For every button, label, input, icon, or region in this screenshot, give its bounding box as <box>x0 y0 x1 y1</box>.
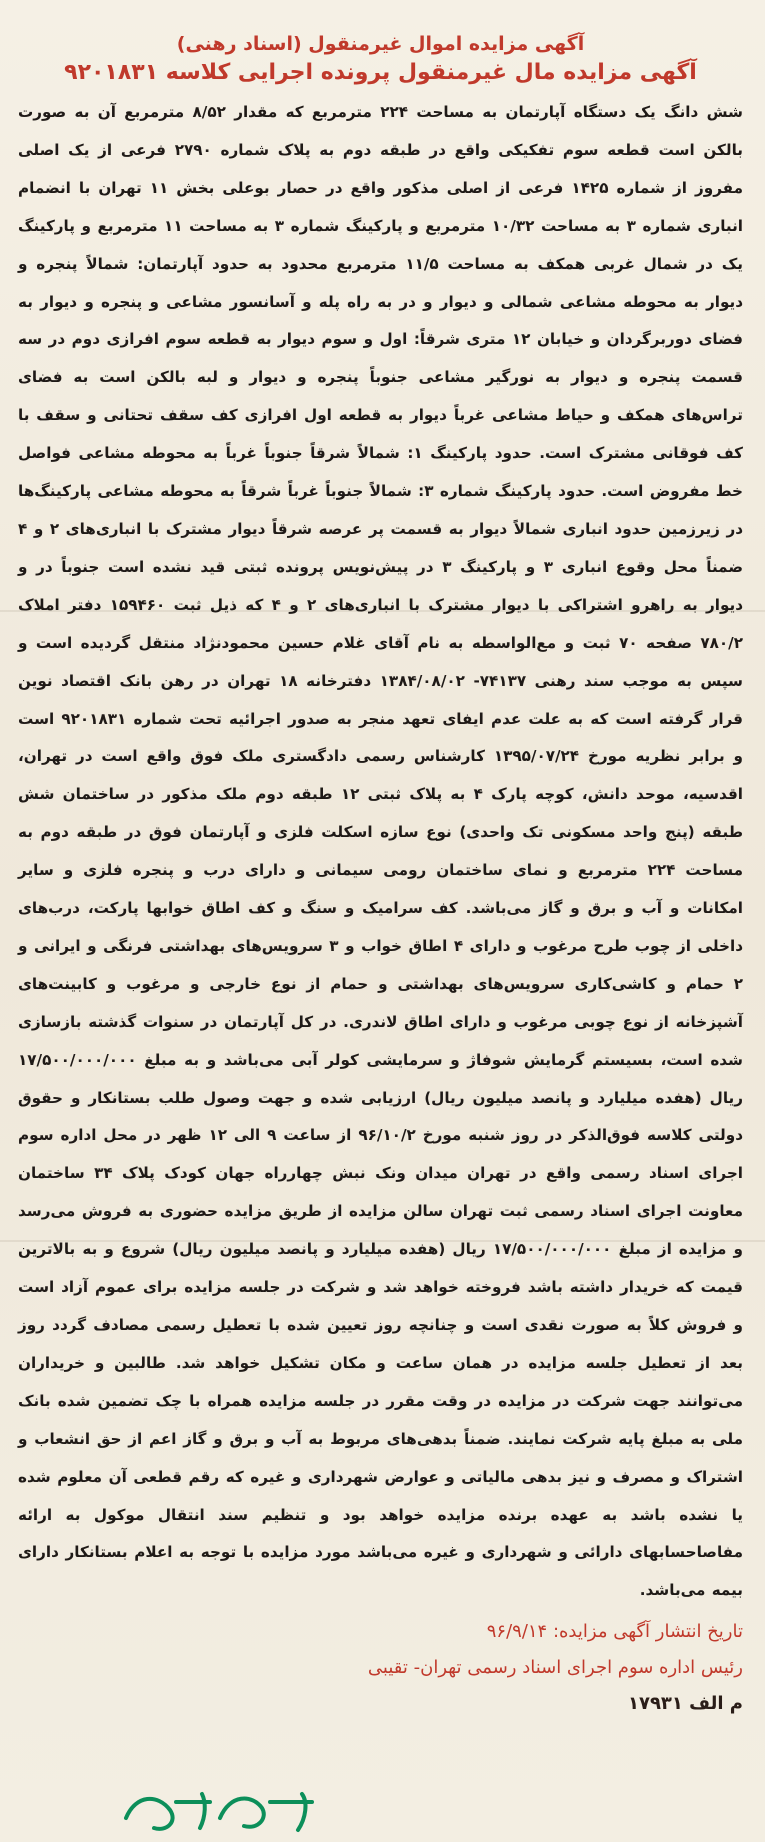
notice-body-text: شش دانگ یک دستگاه آپارتمان به مساحت ۲۲۴ مترمربع که مقدار ۸/۵۲ مترمربع آن به صورت بالکن است قطعه سوم تفکیکی واقع در طبقه دوم به پلاک شماره ۲۷۹۰ فرعی از یک اصلی مفروز از شماره ۱۴۲۵ فرعی از اصلی مذکور واقع در حصار بوعلی بخش ۱۱ تهران با انضمام انباری شماره ۳ به مساحت ۱۰/۳۲ مترمربع و پارکینگ شماره ۳ به مساحت ۱۱ مترمربع و پارکینگ یک در شمال غربی همکف به مساحت ۱۱/۵ مترمربع محدود به حدود آپارتمان: شمالاً پنجره و دیوار به محوطه مشاعی شمالی و دیوار و در به راه پله و آسانسور مشاعی و پنجره و دیوار به فضای دوربرگردان و خیابان ۱۲ متری شرقاً: اول و سوم دیوار به قطعه سوم افرازی دوم در سه قسمت پنجره و دیوار به نورگیر مشاعی جنوباً پنجره و دیوار و لبه بالکن است به فضای تراس‌های همکف و حیاط مشاعی غرباً دیوار به قطعه اول افرازی کف سقف تحتانی و سقف با کف فوقانی مشترک است. حدود پارکینگ ۱: شمالاً شرقاً جنوباً غرباً به محوطه مشاعی فواصل خط مفروض است. حدود پارکینگ شماره ۳: شمالاً جنوباً غرباً شرقاً به محوطه مشاعی پارکینگ‌ها در زیرزمین حدود انباری شمالاً دیوار به قسمت پر عرصه شرقاً دیوار مشترک با انباری‌های ۲ و ۴ ضمناً محل وقوع انباری ۳ و پارکینگ ۳ در پیش‌نویس پرونده ثبتی قید نشده است جنوباً در و دیوار به راهرو اشتراکی با دیوار مشترک با انباری‌های ۲ و ۴ که ذیل ثبت ۱۵۹۴۶۰ دفتر املاک ۷۸۰/۲ صفحه ۷۰ ثبت و مع‌الواسطه به نام آقای غلام حسین محمودنژاد منتقل گردیده است و سپس به موجب سند رهنی ۷۴۱۳۷- ۱۳۸۴/۰۸/۰۲ دفترخانه ۱۸ تهران در رهن بانک اقتصاد نوین قرار گرفته است که به علت عدم ایفای تعهد منجر به صدور اجرائیه تحت شماره ۹۲۰۱۸۳۱ است و برابر نظریه مورخ ۱۳۹۵/۰۷/۲۴ کارشناس رسمی دادگستری ملک فوق واقع است در تهران، اقدسیه، موحد دانش، کوچه پارک ۴ به پلاک ثبتی ۱۲ طبقه دوم ملک مذکور در ساختمان شش طبقه (پنج واحد مسکونی تک واحدی) نوع سازه اسکلت فلزی و آپارتمان فوق در طبقه دوم به مساحت ۲۲۴ مترمربع و نمای ساختمان رومی سیمانی و دارای درب و پنجره فلزی و سایر امکانات و آب و برق و گاز می‌باشد. کف سرامیک و سنگ و کف اطاق خوابها پارکت، درب‌های داخلی از چوب طرح مرغوب و دارای ۴ اطاق خواب و ۳ سرویس‌های بهداشتی فرنگی و ایرانی و ۲ حمام و کاشی‌کاری سرویس‌های بهداشتی و حمام از نوع خارجی و مرغوب و کابینت‌های آشپزخانه از نوع چوبی مرغوب و دارای اطاق لاندری. در کل آپارتمان در سنوات گذشته بازسازی شده است، بسیستم گرمایش شوفاژ و سرمایشی کولر آبی می‌باشد و به مبلغ ۱۷/۵۰۰/۰۰۰/۰۰۰ ریال (هفده میلیارد و پانصد میلیون ریال) ارزیابی شده و جهت وصول طلب بستانکار و حقوق دولتی کلاسه فوق‌الذکر در روز شنبه مورخ ۹۶/۱۰/۲ از ساعت ۹ الی ۱۲ ظهر در محل اداره سوم اجرای اسناد رسمی واقع در تهران میدان ونک نبش چهارراه جهان کودک پلاک ۳۴ ساختمان معاونت اجرای اسناد رسمی ثبت تهران سالن مزایده از طریق مزایده حضوری به فروش می‌رسد و مزایده از مبلغ ۱۷/۵۰۰/۰۰۰/۰۰۰ ریال (هفده میلیارد و پانصد میلیون ریال) شروع و به بالاترین قیمت که خریدار داشته باشد فروخته خواهد شد و شرکت در جلسه مزایده برای عموم آزاد است و فروش کلاً به صورت نقدی است و چنانچه روز تعیین شده با تعطیل رسمی مصادف گردد روز بعد از تعطیل جلسه مزایده در همان ساعت و مکان تشکیل خواهد شد. طالبین و خریداران می‌توانند جهت شرکت در مزایده در وقت مقرر در جلسه مزایده همراه با چک تضمین شده بانک ملی به مبلغ پایه شرکت نمایند. ضمناً بدهی‌های مربوط به آب و برق و گاز اعم از حق انشعاب و اشتراک و مصرف و نیز بدهی مالیاتی و عوارض شهرداری و غیره که رقم قطعی آن معلوم شده یا نشده باشد به عهده برنده مزایده خواهد بود و تنظیم سند انتقال موکول به ارائه مفاصاحسابهای دارائی و شهرداری و غیره می‌باشد مورد مزایده با توجه به اعلام بستانکار دارای بیمه می‌باشد. <box>18 103 744 1600</box>
publish-date: تاریخ انتشار آگهی مزایده: ۹۶/۹/۱۴ <box>486 1621 743 1643</box>
notice-code: م الف ۱۷۹۳۱ <box>627 1693 743 1715</box>
notice-sheet <box>18 32 743 1722</box>
notice-footer <box>18 1614 743 1722</box>
notice-title-case: آگهی مزایده مال غیرمنقول پرونده اجرایی کلاسه ۹۲۰۱۸۳۱ <box>64 60 697 85</box>
notice-title-main: آگهی مزایده اموال غیرمنقول (اسناد رهنی) <box>176 33 585 55</box>
handwritten-mark-icon <box>118 1784 328 1840</box>
signature-line: رئیس اداره سوم اجرای اسناد رسمی تهران- تقیبی <box>367 1657 743 1679</box>
